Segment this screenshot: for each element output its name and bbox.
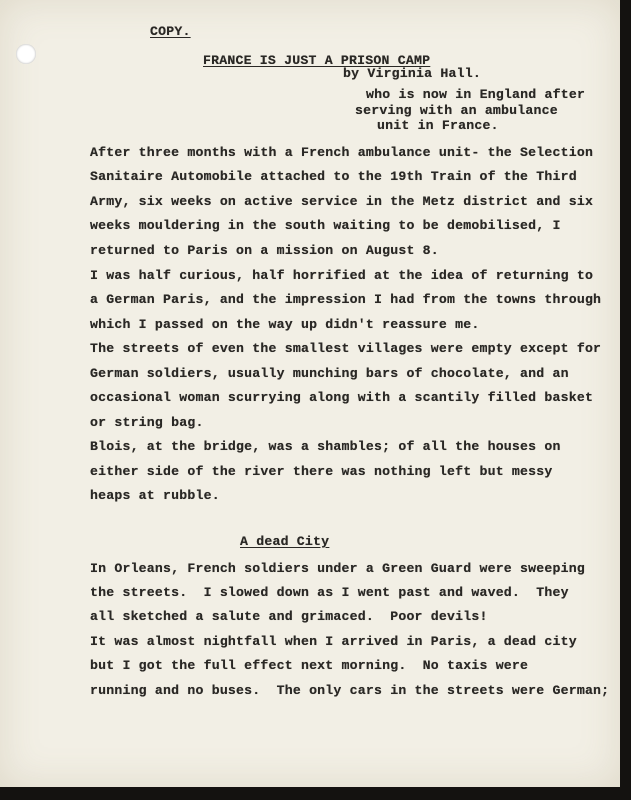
body-line: all sketched a salute and grimaced. Poor devils! <box>90 609 488 624</box>
body-line: heaps at rubble. <box>90 488 220 503</box>
copy-label: COPY. <box>150 24 191 39</box>
body-line: After three months with a French ambulance unit- the Selection <box>90 145 594 160</box>
body-line: The streets of even the smallest villages were empty except for <box>90 341 602 356</box>
body-line: running and no buses. The only cars in the streets were German; <box>90 683 610 698</box>
body-line: Army, six weeks on active service in the Metz district and six <box>90 194 594 209</box>
body-line: a German Paris, and the impression I had from the towns through <box>90 292 602 307</box>
scan-border-right <box>620 0 631 800</box>
section-heading: A dead City <box>240 534 330 549</box>
note-line: unit in France. <box>377 118 499 133</box>
punch-hole <box>16 44 36 64</box>
body-line: Blois, at the bridge, was a shambles; of all the houses on <box>90 439 561 454</box>
body-line: In Orleans, French soldiers under a Green Guard were sweeping <box>90 561 585 576</box>
body-line: either side of the river there was nothing left but messy <box>90 464 553 479</box>
body-line: occasional woman scurrying along with a scantily filled basket <box>90 390 594 405</box>
body-line: weeks mouldering in the south waiting to be demobilised, I <box>90 218 561 233</box>
body-line: which I passed on the way up didn't reassure me. <box>90 317 480 332</box>
body-line: It was almost nightfall when I arrived in Paris, a dead city <box>90 634 577 649</box>
body-line: Sanitaire Automobile attached to the 19th Train of the Third <box>90 169 577 184</box>
document-title: FRANCE IS JUST A PRISON CAMP <box>203 53 431 68</box>
note-line: who is now in England after <box>366 87 586 102</box>
byline: by Virginia Hall. <box>343 66 481 81</box>
note-line: serving with an ambulance <box>355 103 558 118</box>
body-line: but I got the full effect next morning. No taxis were <box>90 658 529 673</box>
body-line: returned to Paris on a mission on August 8. <box>90 243 439 258</box>
body-line: German soldiers, usually munching bars of chocolate, and an <box>90 366 569 381</box>
scan-border-bottom <box>0 787 631 800</box>
body-line: I was half curious, half horrified at the idea of returning to <box>90 268 594 283</box>
body-line: or string bag. <box>90 415 204 430</box>
body-line: the streets. I slowed down as I went past and waved. They <box>90 585 569 600</box>
